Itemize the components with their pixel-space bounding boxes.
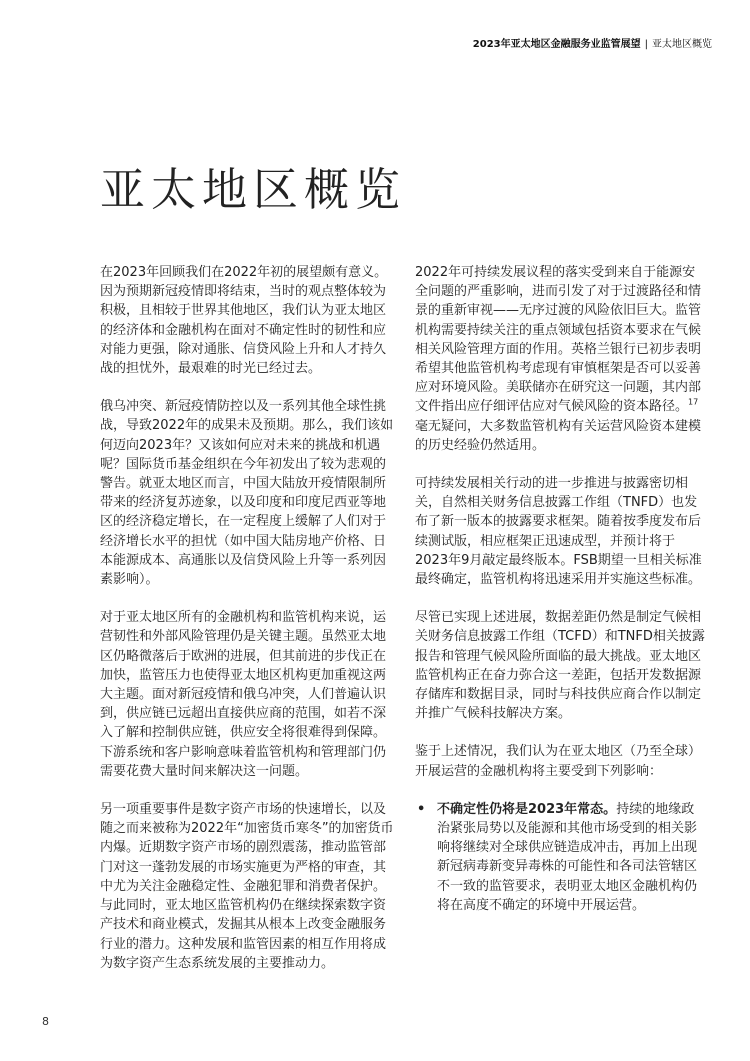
paragraph: 尽管已实现上述进展，数据差距仍然是制定气候相关财务信息披露工作组（TCFD）和TNFD相关披露报告和管理气候风险所面临的最大挑战。亚太地区监管机构正在奋力弥合这一差距，包括开发数据源存储库和数据目录，同时与科技供应商合作以制定并推广气候科技解决方案。: [415, 610, 705, 722]
paragraph: 俄乌冲突、新冠疫情防控以及一系列其他全球性挑战，导致2022年的成果未及预期。那么，我们该如何迈向2023年？又该如何应对未来的挑战和机遇呢？国际货币基金组织在今年初发出了较为悲观的警告。就亚太地区而言，中国大陆放开疫情限制所带来的经济复苏迹象，以及印度和印度尼西亚等地区的经济稳定增长，在一定程度上缓解了人们对于经济增长水平的担忧（如中国大陆房地产价格、日本能源成本、高通胀以及信贷风险上升等一系列因素影响）。: [100, 399, 394, 588]
paragraph: 可持续发展相关行动的进一步推进与披露密切相关，自然相关财务信息披露工作组（TNFD）也发布了新一版本的披露要求框架。随着按季度发布后续测试版，相应框架正迅速成型，并预计将于2023年9月敲定最终版本。FSB期望一旦相关标准最终确定，监管机构将迅速采用并实施这些标准。: [415, 476, 702, 588]
bullet-list: [415, 800, 705, 915]
left-column: [100, 263, 395, 992]
list-item: [415, 800, 705, 915]
paragraph-text: 毫无疑问，大多数监管机构有关运营风险资本建模的历史经验仍然适用。: [415, 418, 702, 453]
running-header: [473, 38, 712, 52]
header-separator: |: [644, 39, 648, 50]
bullet-text: 持续的地缘政治紧张局势以及能源和其他市场受到的相关影响将继续对全球供应链造成冲击，再加上出现新冠病毒新变异毒株的可能性和各司法管辖区不一致的监管要求，表明亚太地区金融机构仍将在高度不确定的环境中开展运营。: [437, 801, 698, 913]
paragraph: 在2023年回顾我们在2022年初的展望颇有意义。因为预期新冠疫情即将结束，当时的观点整体较为积极，且相较于世界其他地区，我们认为亚太地区的经济体和金融机构在面对不确定性时的韧性和应对能力更强，除对通胀、信贷风险上升和人才持久战的担忧外，最艰难的时光已经过去。: [100, 265, 388, 377]
paragraph-text: 2022年可持续发展议程的落实受到来自于能源安全问题的严重影响，进而引发了对于过渡路径和情景的重新审视——无序过渡的风险依旧巨大。监管机构需要持续关注的重点领域包括资本要求在气候相关风险管理方面的作用。英格兰银行已初步表明希望其他监管机构考虑现有审慎框架是否可以妥善应对环境风险。美联储亦在研究这一问题，其内部文件指出应仔细评估应对气候风险的资本路径。: [415, 265, 702, 415]
paragraph: [415, 263, 705, 455]
page-title: 亚太地区概览: [100, 163, 407, 216]
paragraph: 另一项重要事件是数字资产市场的快速增长，以及随之而来被称为2022年“加密货币寒冬”的加密货币内爆。近期数字资产市场的剧烈震荡，推动监管部门对这一蓬勃发展的市场实施更为严格的审查，其中尤为关注金融稳定性、金融犯罪和消费者保护。与此同时，亚太地区监管机构仍在继续探索数字资产技术和商业模式，发掘其从根本上改变金融服务行业的潜力。这种发展和监管因素的相互作用将成为数字资产生态系统发展的主要推动力。: [100, 802, 394, 971]
paragraph: 对于亚太地区所有的金融机构和监管机构来说，运营韧性和外部风险管理仍是关键主题。虽然亚太地区仍略微落后于欧洲的进展，但其前进的步伐正在加快，监管压力也使得亚太地区机构更加重视这两大主题。面对新冠疫情和俄乌冲突，人们普遍认识到，供应链已远超出直接供应商的范围，如若不深入了解和控制供应链，供应安全将很难得到保障。下游系统和客户影响意味着监管机构和管理部门仍需要花费大量时间来解决这一问题。: [100, 610, 387, 779]
right-column: [415, 263, 705, 915]
section-name: 亚太地区概览: [652, 39, 712, 50]
bullet-lead: 不确定性仍将是2023年常态。: [437, 801, 617, 817]
page-number: 8: [42, 1015, 49, 1028]
report-title: 2023年亚太地区金融服务业监管展望: [472, 39, 641, 50]
footnote-reference: 17: [688, 398, 699, 408]
bullet-marker: •: [417, 801, 426, 817]
paragraph: 鉴于上述情况，我们认为在亚太地区（乃至全球）开展运营的金融机构将主要受到下列影响：: [415, 744, 702, 779]
